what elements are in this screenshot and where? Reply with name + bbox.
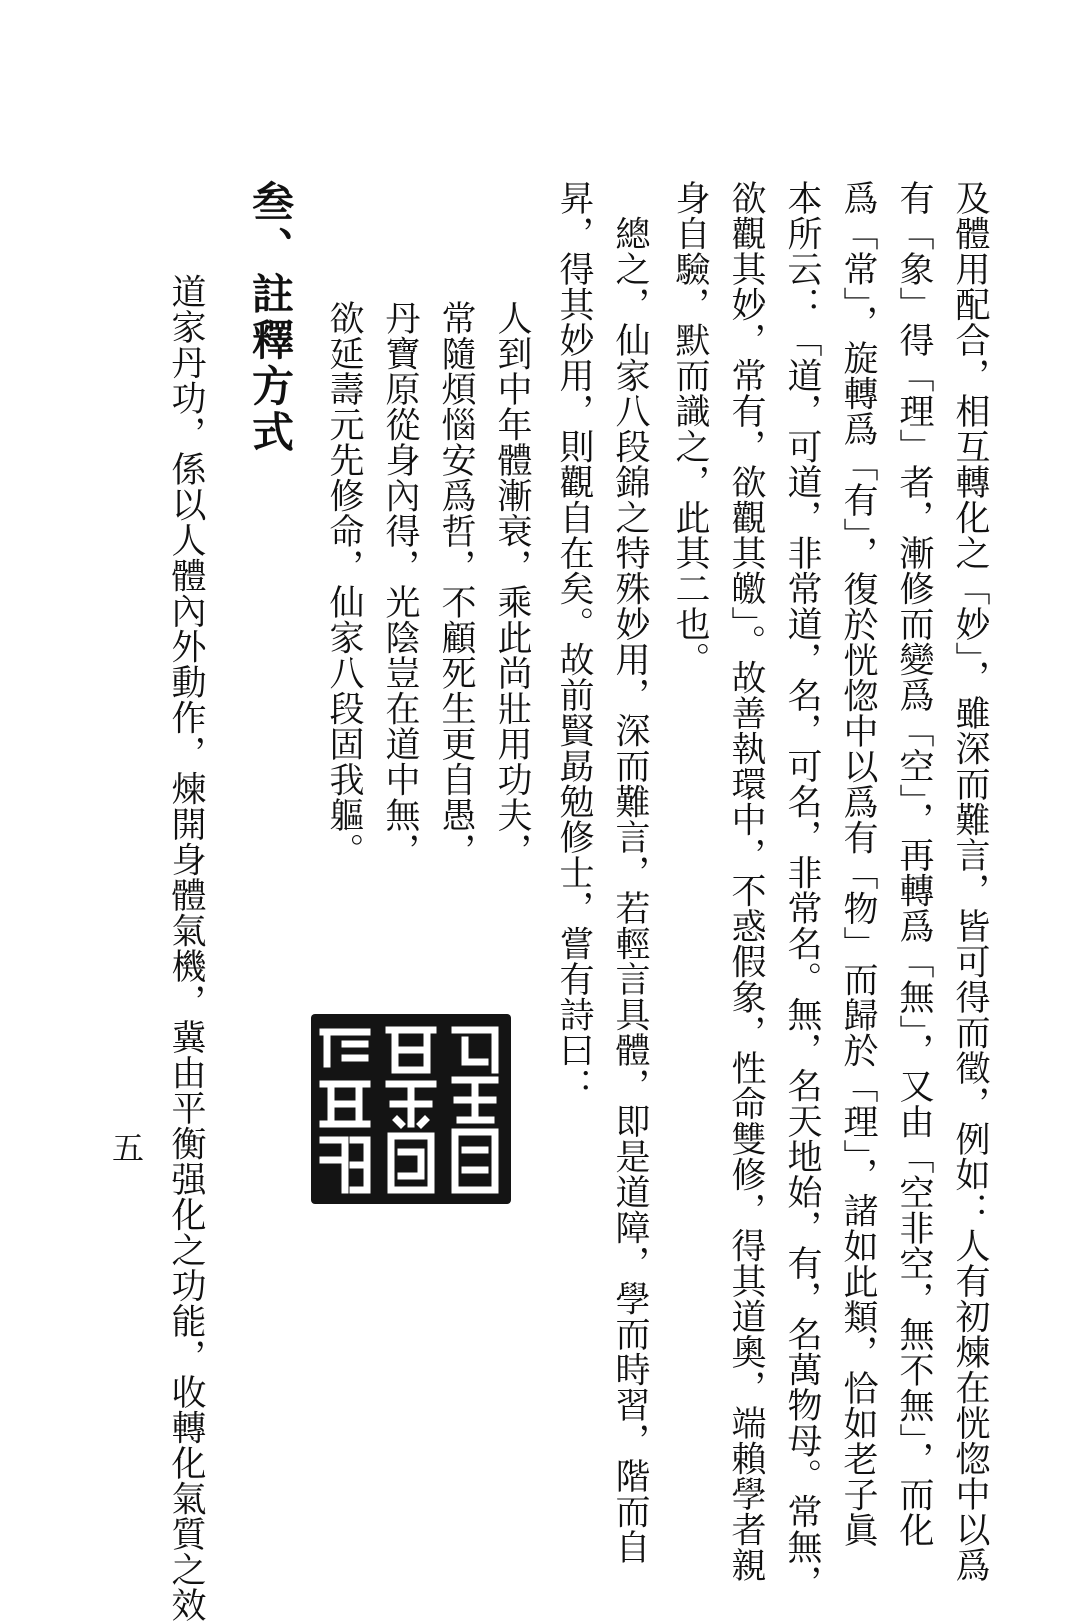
text-column: 昇，得其妙用，則觀自在矣。故前賢勗勉修士，嘗有詩曰： <box>554 180 594 1103</box>
text-column: 總之，仙家八段錦之特殊妙用，深而難言，若輕言具體，即是道障，學而時習，階而自 <box>610 180 650 1565</box>
poem-line: 丹寶原從身內得，光陰豈在道中無， <box>380 300 420 868</box>
text-column: 本所云：「道，可道，非常道，名，可名，非常名。無，名天地始，有，名萬物母。常無， <box>782 180 822 1600</box>
text-column: 爲「常」，旋轉爲「有」，復於恍惚中以爲有「物」而歸於「理」，諸如此類，恰如老子眞 <box>838 180 878 1548</box>
section-heading: 叁、註釋方式 <box>246 180 295 456</box>
text-column: 身自驗，默而識之，此其二也。 <box>670 180 710 677</box>
poem-line: 人到中年體漸衰，乘此尚壯用功夫， <box>492 300 532 868</box>
page-number: 五 <box>112 1129 145 1167</box>
seal-stamp-image <box>305 1000 517 1210</box>
poem-line: 常隨煩惱安爲哲，不顧死生更自愚， <box>436 300 476 868</box>
text-column: 有「象」得「理」者，漸修而變爲「空」，再轉爲「無」，又由「空非空，無不無」，而化 <box>894 180 934 1548</box>
text-column: 及體用配合，相互轉化之「妙」，雖深而難言，皆可得而徵，例如：人有初煉在恍惚中以爲 <box>950 180 990 1583</box>
poem-line: 欲延壽元先修命，仙家八段固我軀。 <box>324 300 364 868</box>
text-column: 欲觀其妙，常有，欲觀其皦」。故善執環中，不惑假象，性命雙修，得其道奧，端賴學者親 <box>726 180 766 1583</box>
section-body-column: 道家丹功，係以人體內外動作，煉開身體氣機，冀由平衡强化之功能，收轉化氣質之效 <box>166 238 206 1623</box>
